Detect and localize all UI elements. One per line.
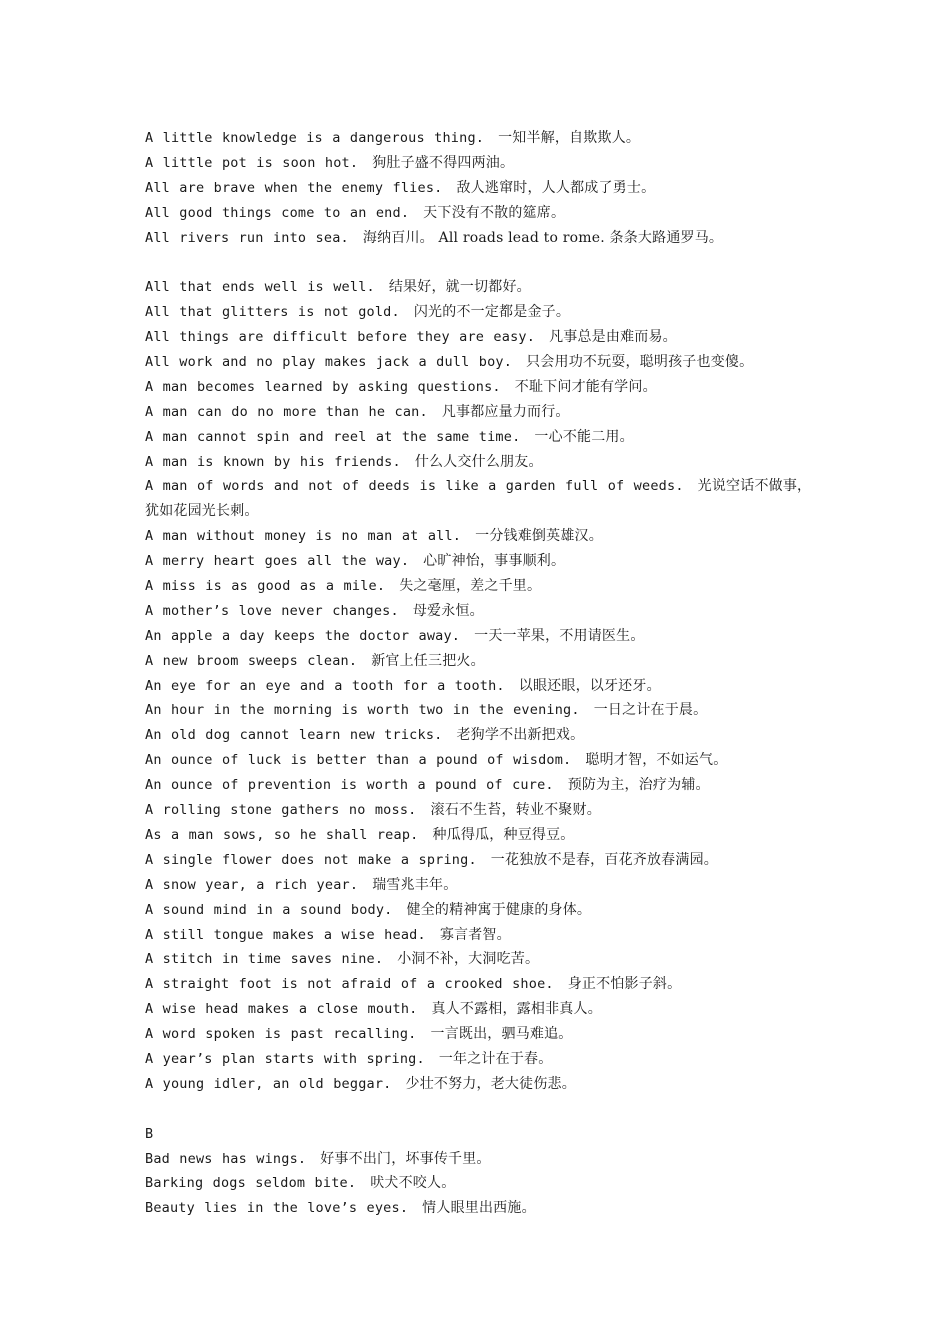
- proverb-chinese: 小洞不补，大洞吃苦。: [397, 951, 540, 968]
- proverb-english: An apple a day keeps the doctor away.: [145, 627, 461, 644]
- proverb-english: All that glitters is not gold.: [145, 304, 400, 321]
- proverb-english: All rivers run into sea.: [145, 229, 349, 246]
- proverb-english: A sound mind in a sound body.: [145, 901, 393, 918]
- proverb-chinese: 失之毫厘，差之千里。: [399, 578, 542, 595]
- proverb-english: A rolling stone gathers no moss.: [145, 802, 417, 819]
- proverb-chinese: 天下没有不散的筵席。: [423, 204, 566, 221]
- proverb-line: [145, 848, 825, 873]
- proverb-english: A man is known by his friends.: [145, 453, 401, 470]
- proverb-english: An old dog cannot learn new tricks.: [145, 727, 443, 744]
- proverb-english: A miss is as good as a mile.: [145, 578, 386, 595]
- proverb-english: A man can do no more than he can.: [145, 403, 428, 420]
- proverb-line: [145, 375, 825, 400]
- proverb-english: A wise head makes a close mouth.: [145, 1001, 418, 1018]
- proverb-line: [145, 773, 825, 798]
- proverb-line: [145, 649, 825, 674]
- blank-line: [145, 1097, 825, 1122]
- proverb-chinese: 以眼还眼，以牙还牙。: [518, 677, 661, 694]
- proverb-line: [145, 300, 825, 325]
- proverb-chinese: 预防为主，治疗为辅。: [567, 777, 710, 794]
- proverb-line: [145, 474, 825, 499]
- proverb-line: [145, 1047, 825, 1072]
- proverb-english: A stitch in time saves nine.: [145, 951, 384, 968]
- proverb-chinese: 凡事总是由难而易。: [549, 329, 677, 346]
- proverb-chinese: 母爱永恒。: [412, 602, 484, 619]
- proverb-line: [145, 923, 825, 948]
- proverb-line: [145, 947, 825, 972]
- proverb-line: [145, 698, 825, 723]
- proverb-english: A man without money is no man at all.: [145, 528, 462, 545]
- proverb-english: All work and no play makes jack a dull boy.: [145, 354, 513, 371]
- proverb-chinese: 犹如花园光长刺。: [145, 503, 259, 520]
- proverb-chinese: 一知半解，自欺欺人。: [498, 130, 641, 146]
- proverb-line: [145, 823, 825, 848]
- proverb-chinese: 寡言者智。: [439, 926, 511, 943]
- proverb-chinese: 情人眼里出西施。: [422, 1200, 536, 1217]
- proverb-chinese: 滚石不生苔，转业不聚财。: [430, 802, 601, 819]
- proverb-line: [145, 898, 825, 923]
- proverb-chinese: 光说空话不做事，: [697, 478, 812, 495]
- proverb-chinese: 凡事都应量力而行。: [441, 403, 570, 420]
- proverb-line: [145, 574, 825, 599]
- proverb-line: [145, 275, 825, 300]
- proverb-chinese: 一日之计在于晨。: [593, 702, 708, 719]
- proverb-chinese: 新官上任三把火。: [371, 652, 485, 669]
- proverb-chinese: 健全的精神寓于健康的身体。: [406, 901, 592, 918]
- proverb-line: [145, 1072, 825, 1097]
- proverb-chinese: 什么人交什么朋友。: [414, 453, 543, 470]
- proverb-chinese: 少壮不努力，老大徒伤悲。: [405, 1075, 576, 1092]
- proverb-english: B: [145, 1125, 154, 1142]
- proverb-line: [145, 798, 825, 823]
- proverb-line: [145, 873, 825, 898]
- proverb-english: An ounce of prevention is worth a pound of cure.: [145, 777, 554, 794]
- proverb-chinese: 真人不露相，露相非真人。: [431, 1001, 602, 1018]
- proverb-english: As a man sows, so he shall reap.: [145, 826, 419, 843]
- proverb-chinese: 种瓜得瓜，种豆得豆。: [432, 826, 575, 843]
- blank-line: [145, 250, 825, 275]
- proverb-line: [145, 1147, 825, 1172]
- proverb-chinese: 只会用功不玩耍，聪明孩子也变傻。: [526, 354, 754, 371]
- proverb-line: [145, 674, 825, 699]
- proverb-line: [145, 126, 825, 151]
- proverb-chinese: 老狗学不出新把戏。: [456, 727, 585, 744]
- proverb-line: [145, 1171, 825, 1196]
- proverb-line: [145, 325, 825, 350]
- proverb-english: All are brave when the enemy flies.: [145, 179, 443, 196]
- proverb-line: [145, 1122, 825, 1147]
- proverb-line: [145, 624, 825, 649]
- proverb-english: An eye for an eye and a tooth for a tooth.: [145, 677, 505, 694]
- proverb-chinese: 心旷神怡，事事顺利。: [423, 553, 566, 570]
- proverb-line: [145, 1022, 825, 1047]
- proverb-chinese: 一心不能二用。: [534, 428, 634, 445]
- proverb-line: [145, 425, 825, 450]
- proverb-line: [145, 499, 825, 524]
- proverb-chinese: 一分钱难倒英雄汉。: [475, 528, 603, 545]
- proverb-english: Barking dogs seldom bite.: [145, 1175, 357, 1192]
- proverb-line: [145, 972, 825, 997]
- proverb-english: An ounce of luck is better than a pound of wisdom.: [145, 752, 572, 769]
- proverb-line: [145, 748, 825, 773]
- proverb-english: Beauty lies in the love’s eyes.: [145, 1200, 409, 1217]
- proverb-line: [145, 524, 825, 549]
- proverb-chinese: 一天一苹果，不用请医生。: [474, 627, 645, 644]
- proverb-chinese: 狗肚子盛不得四两油。: [372, 154, 515, 171]
- proverb-chinese: 结果好，就一切都好。: [388, 279, 531, 296]
- proverb-chinese: 一言既出，驷马难追。: [430, 1026, 573, 1043]
- proverb-english: Bad news has wings.: [145, 1150, 307, 1167]
- proverb-chinese: 吠犬不咬人。: [370, 1175, 456, 1192]
- proverb-line: [145, 226, 825, 251]
- proverb-chinese: 敌人逃窜时，人人都成了勇士。: [456, 179, 656, 196]
- proverb-english: All good things come to an end.: [145, 204, 410, 221]
- proverb-english: A man cannot spin and reel at the same time.: [145, 428, 521, 445]
- proverb-english: All that ends well is well.: [145, 279, 375, 296]
- proverb-english: A man becomes learned by asking questions.: [145, 378, 501, 395]
- proverb-english: A word spoken is past recalling.: [145, 1026, 417, 1043]
- proverb-line: [145, 176, 825, 201]
- proverb-english: A little pot is soon hot.: [145, 154, 359, 171]
- proverb-line: [145, 350, 825, 375]
- proverb-line: [145, 997, 825, 1022]
- proverb-english: A little knowledge is a dangerous thing.: [145, 130, 485, 146]
- proverb-chinese: 一年之计在于春。: [438, 1050, 553, 1067]
- proverb-line: [145, 450, 825, 475]
- proverb-english: A young idler, an old beggar.: [145, 1075, 392, 1092]
- proverb-english: A merry heart goes all the way.: [145, 553, 410, 570]
- proverb-line: [145, 1196, 825, 1221]
- proverb-line: [145, 201, 825, 226]
- proverb-english: A year’s plan starts with spring.: [145, 1050, 425, 1067]
- proverb-english: A single flower does not make a spring.: [145, 851, 477, 868]
- proverb-english: A still tongue makes a wise head.: [145, 926, 426, 943]
- proverb-english: A mother’s love never changes.: [145, 602, 399, 619]
- proverb-line: [145, 549, 825, 574]
- proverb-chinese: 一花独放不是春，百花齐放春满园。: [490, 851, 718, 868]
- proverb-chinese: 身正不怕影子斜。: [567, 976, 682, 993]
- proverb-english: An hour in the morning is worth two in the evening.: [145, 702, 580, 719]
- proverb-list: [145, 126, 825, 1221]
- proverb-chinese: 好事不出门，坏事传千里。: [320, 1150, 491, 1167]
- proverb-english: A man of words and not of deeds is like a garden full of weeds.: [145, 478, 684, 495]
- proverb-line: [145, 400, 825, 425]
- proverb-chinese: 不耻下问才能有学问。: [514, 378, 657, 395]
- proverb-chinese: 瑞雪兆丰年。: [372, 876, 458, 893]
- proverb-line: [145, 151, 825, 176]
- proverb-english: A straight foot is not afraid of a crooked shoe.: [145, 976, 554, 993]
- proverb-chinese: 闪光的不一定都是金子。: [413, 304, 571, 321]
- proverb-english: A snow year, a rich year.: [145, 876, 359, 893]
- proverb-line: [145, 599, 825, 624]
- proverb-chinese: 海纳百川。 All roads lead to rome. 条条大路通罗马。: [362, 229, 724, 246]
- proverb-english: All things are difficult before they are easy.: [145, 329, 536, 346]
- proverb-chinese: 聪明才智，不如运气。: [585, 752, 728, 769]
- proverb-line: [145, 723, 825, 748]
- proverb-english: A new broom sweeps clean.: [145, 652, 358, 669]
